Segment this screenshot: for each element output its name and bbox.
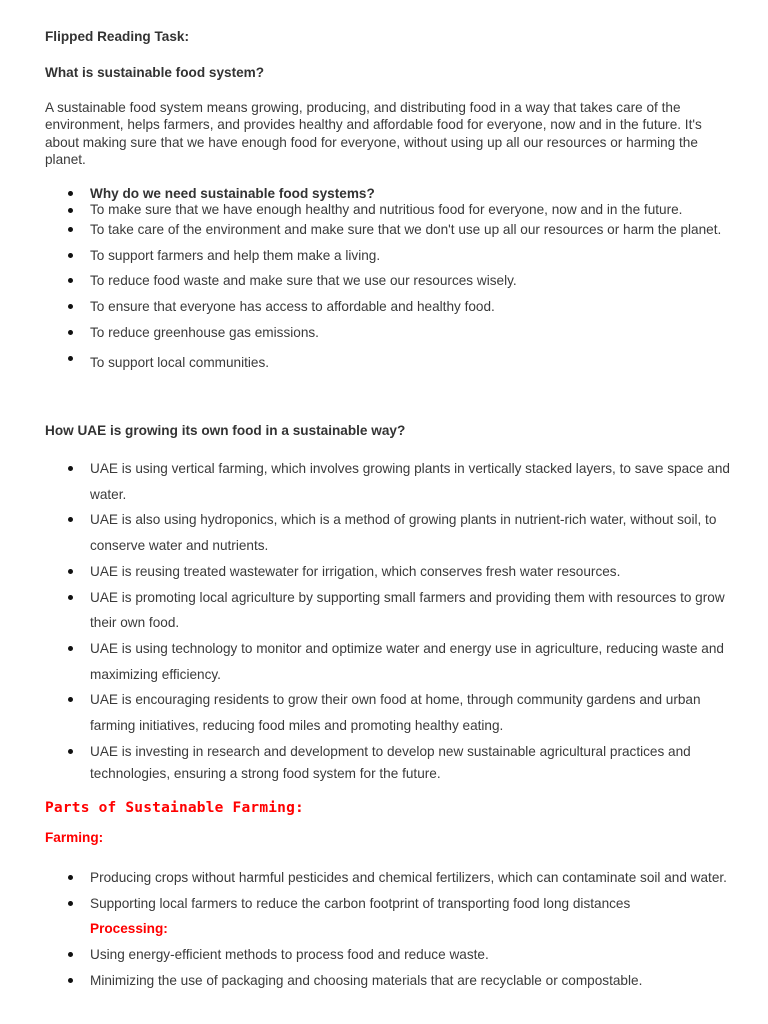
list-item: Minimizing the use of packaging and choosing materials that are recyclable or compostable. [45,968,735,994]
farming-heading: Farming: [45,830,104,845]
list-item: UAE is using technology to monitor and optimize water and energy use in agriculture, reducing waste and maximizing efficiency. [45,636,735,687]
list-item: Producing crops without harmful pesticides and chemical fertilizers, which can contaminate soil and water. [45,865,735,891]
list-item: To reduce food waste and make sure that we use our resources wisely. [45,268,735,294]
list-item: UAE is also using hydroponics, which is a method of growing plants in nutrient-rich water, without soil, to conserve water and nutrients. [45,507,735,558]
why-subheading: Why do we need sustainable food systems? [45,185,735,202]
list-item: To make sure that we have enough healthy and nutritious food for everyone, now and in the future. [45,202,735,217]
farming-list [45,865,735,994]
list-item: UAE is using vertical farming, which involves growing plants in vertically stacked layers, to save space and water. [45,456,735,507]
list-item: UAE is investing in research and development to develop new sustainable agricultural practices and technologies, ensuring a strong food system for the future. [45,739,735,785]
uae-list [45,456,735,785]
question-heading-uae: How UAE is growing its own food in a sustainable way? [45,423,406,438]
list-item [45,891,735,942]
list-item: Using energy-efficient methods to process food and reduce waste. [45,942,735,968]
intro-paragraph: A sustainable food system means growing, producing, and distributing food in a way that takes care of the environment, helps farmers, and provides healthy and affordable food for everyone, now and in the future. It's about making sure that we have enough food for everyone, without using up all our resources or harming the planet. [45,100,702,168]
list-item: To ensure that everyone has access to affordable and healthy food. [45,294,735,320]
why-list [45,185,735,375]
list-item: UAE is promoting local agriculture by supporting small farmers and providing them with resources to grow their own food. [45,585,735,636]
list-item: To reduce greenhouse gas emissions. [45,320,735,346]
list-item: To support farmers and help them make a living. [45,243,735,269]
list-item: UAE is encouraging residents to grow their own food at home, through community gardens and urban farming initiatives, reducing food miles and promoting healthy eating. [45,687,735,738]
parts-heading: Parts of Sustainable Farming: [45,800,304,816]
question-heading-sustainable-food: What is sustainable food system? [45,65,265,80]
list-item: To support local communities. [45,346,735,376]
processing-heading: Processing: [90,921,168,937]
list-item-text: Supporting local farmers to reduce the carbon footprint of transporting food long distances [90,895,631,911]
document-title: Flipped Reading Task: [45,29,190,44]
list-item: To take care of the environment and make sure that we don't use up all our resources or harm the planet. [45,217,735,243]
list-item: UAE is reusing treated wastewater for irrigation, which conserves fresh water resources. [45,559,735,585]
